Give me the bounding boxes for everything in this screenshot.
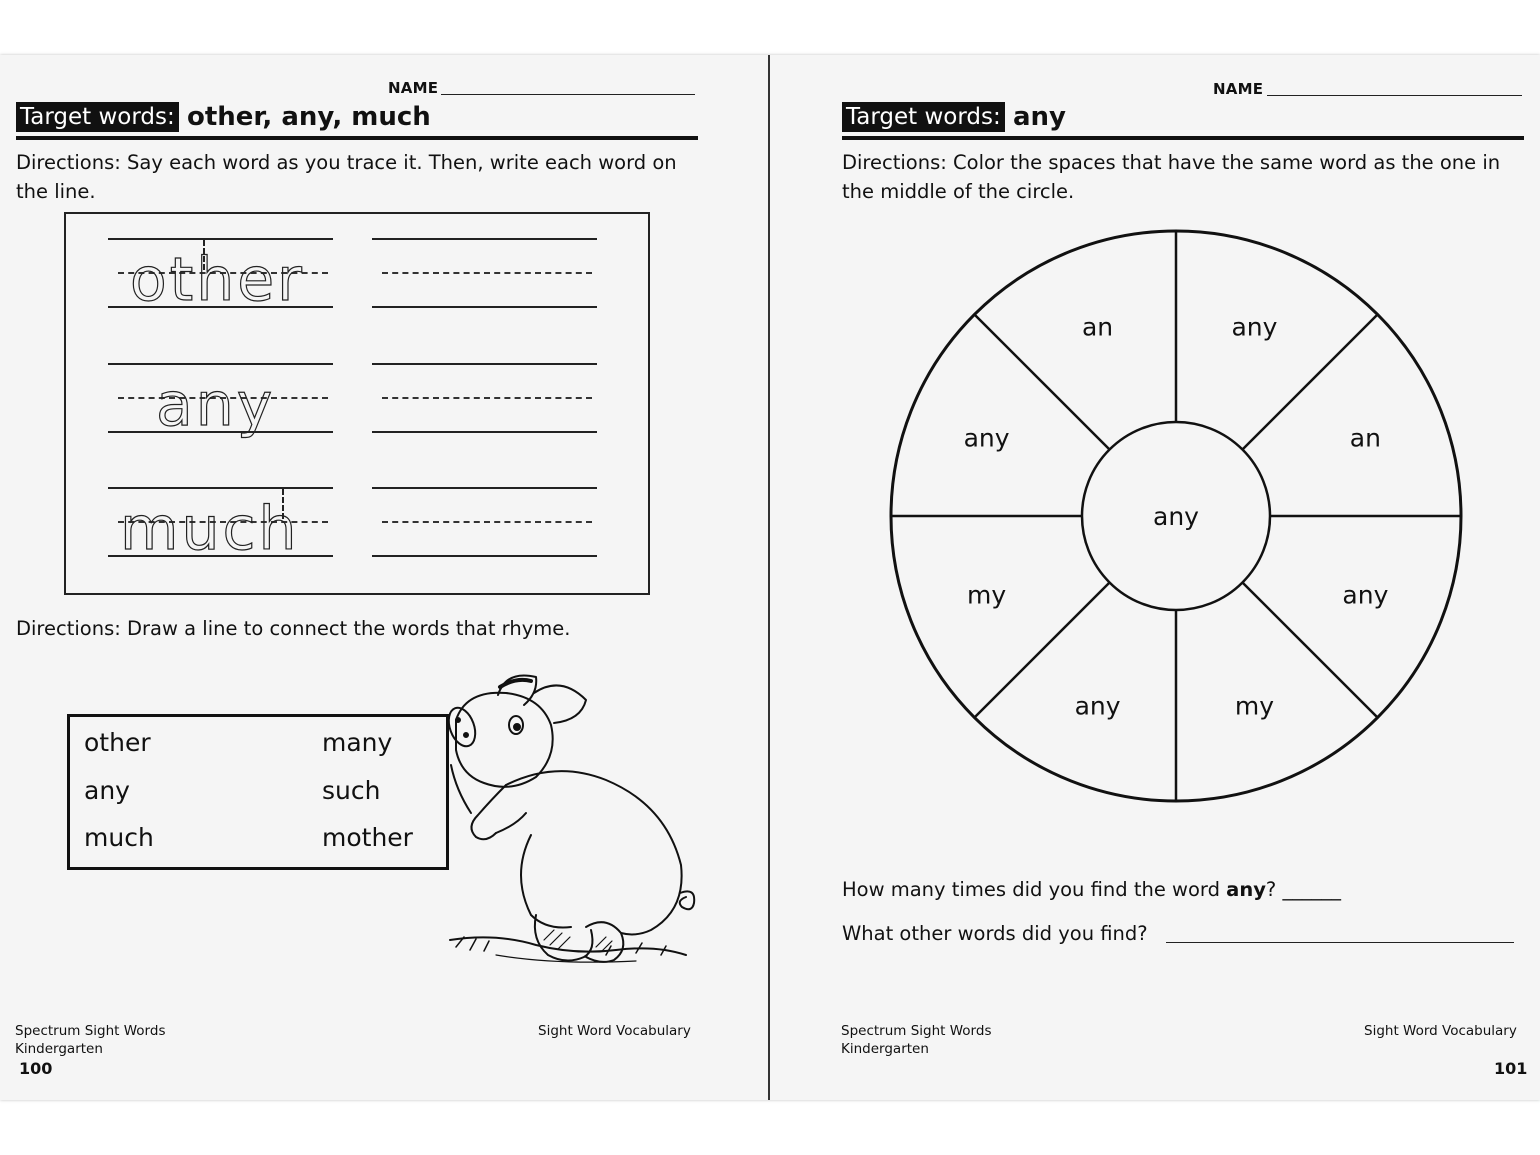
rhyme-word-left[interactable]: any	[84, 776, 130, 805]
trace-top-line	[108, 363, 333, 365]
rhyme-word-left[interactable]: other	[84, 728, 151, 757]
target-words: other, any, much	[187, 102, 431, 132]
footer-title: Spectrum Sight Words	[841, 1023, 992, 1039]
write-base-line[interactable]	[372, 555, 597, 557]
question-count-suffix[interactable]: ? ______	[1265, 878, 1341, 901]
wheel-segment-word[interactable]: any	[1231, 312, 1278, 342]
write-base-line[interactable]	[372, 306, 597, 308]
answer-line[interactable]	[1166, 942, 1514, 943]
target-label: Target words:	[16, 102, 179, 132]
target-words: any	[1013, 102, 1067, 132]
footer-section: Sight Word Vocabulary	[1364, 1023, 1517, 1039]
name-field[interactable]	[441, 94, 695, 95]
write-top-line	[372, 238, 597, 240]
trace-word-other[interactable]: other	[130, 245, 305, 315]
name-field[interactable]	[1267, 95, 1522, 96]
footer-grade: Kindergarten	[841, 1041, 929, 1057]
write-top-line	[372, 363, 597, 365]
rhyme-word-left[interactable]: much	[84, 823, 154, 852]
wheel-segment-word[interactable]: my	[967, 580, 1007, 610]
question-count-prefix: How many times did you find the word	[842, 878, 1220, 901]
footer-title: Spectrum Sight Words	[15, 1023, 166, 1039]
name-label: NAME	[1213, 80, 1264, 98]
question-count-word: any	[1226, 878, 1266, 901]
trace-top-line	[108, 487, 333, 489]
trace-directions: Directions: Say each word as you trace it. Then, write each word on the line.	[16, 151, 677, 203]
write-base-line[interactable]	[372, 431, 597, 433]
rhyme-word-right[interactable]: mother	[322, 823, 413, 852]
wheel-segment-word[interactable]: any	[963, 423, 1010, 453]
wheel-segment-word[interactable]: my	[1234, 691, 1275, 721]
rhyme-word-right[interactable]: such	[322, 776, 381, 805]
write-mid-line	[382, 272, 592, 274]
rhyme-word-right[interactable]: many	[322, 728, 393, 757]
page-number: 100	[19, 1059, 53, 1078]
rhyme-directions: Directions: Draw a line to connect the words that rhyme.	[16, 617, 571, 640]
footer-section: Sight Word Vocabulary	[538, 1023, 691, 1039]
wheel-segment-word[interactable]: any	[1074, 691, 1121, 721]
wheel-segment-word[interactable]: an	[1081, 312, 1114, 342]
word-wheel	[886, 226, 1466, 806]
book-gutter	[768, 55, 770, 1100]
wheel-segment-word[interactable]: any	[1342, 580, 1389, 610]
write-mid-line	[382, 397, 592, 399]
trace-word-any[interactable]: any	[156, 370, 276, 440]
title-rule	[842, 136, 1524, 140]
target-label: Target words:	[842, 102, 1005, 132]
trace-top-line	[108, 238, 333, 240]
wheel-segment-word[interactable]: an	[1349, 423, 1381, 453]
color-directions: Directions: Color the spaces that have the same word as the one in the middle of the circle.	[842, 151, 1501, 203]
title-rule	[16, 136, 698, 140]
footer-grade: Kindergarten	[15, 1041, 103, 1057]
page-number: 101	[1494, 1059, 1528, 1078]
trace-word-much[interactable]: much	[120, 494, 300, 564]
question-count	[842, 877, 1341, 903]
pig-illustration	[436, 665, 706, 1010]
write-top-line	[372, 487, 597, 489]
write-mid-line	[382, 521, 592, 523]
name-label: NAME	[388, 79, 439, 97]
wheel-center-word: any	[1153, 502, 1199, 531]
question-other-words: What other words did you find?	[842, 922, 1148, 945]
